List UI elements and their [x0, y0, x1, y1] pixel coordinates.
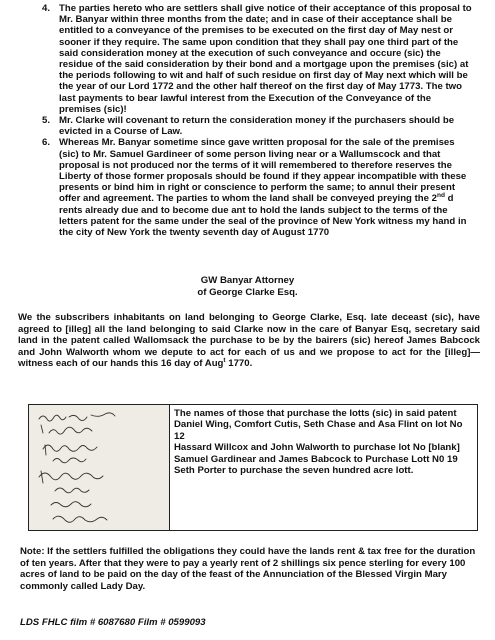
ordinal-suffix: nd — [436, 192, 445, 200]
handwritten-signatures-image — [29, 405, 170, 530]
note-paragraph: Note: If the settlers fulfilled the obligations they could have the lands rent & tax free for the duration of ten years. After that they were to pay a yearly rent of 2 shillings six pence sterling for every 100 acres of land to be paid on the day of the feast of the Annunciation of the Blessed Virgin Mary commonly called Lady Day. — [20, 546, 476, 592]
purchasers-line: Samuel Gardinear and James Babcock to Purchase Lott N0 19 — [174, 453, 458, 465]
clause-text-end: d rents already due and to become due ant to hold the lands subject to the terms of the letters patent for the same under the seal of the province of New York witness my hand in the city of New York the twenty seventh day of August 1770 — [59, 193, 467, 239]
subscribers-text-start: We the subscribers inhabitants on land belonging to George Clarke, Esq. late deceast (sic), have agreed to [illeg] all the land belonging to said Clarke now in the care of Banyar Esq, secretary said land in the patent called Wallomsack the purchase to be by the bairers (sic) hereof James Babcock and John Walworth whom we depute to act for each of us and we propose to act for the [illeg]— witness each of our hands this 16 day of Aug — [18, 312, 480, 370]
film-reference: LDS FHLC film # 6087680 Film # 0599093 — [20, 617, 206, 628]
clause-6 — [0, 137, 495, 238]
purchasers-line: Hassard Willcox and John Walworth to purchase lot No [blank] — [174, 442, 460, 454]
clause-4 — [0, 3, 495, 115]
clause-number: 5. — [42, 115, 51, 127]
signature-name: GW Banyar Attorney — [200, 275, 295, 286]
clause-5 — [0, 115, 495, 137]
subscribers-text-end: 1770. — [225, 358, 253, 370]
clause-text: The parties hereto who are settlers shall give notice of their acceptance of this proposal to Mr. Banyar within three months from the date; and in case of their acceptance shall be entitled to a conveyance of the premises to be executed on the first day of May nest or sooner if they require. The same upon condition that they shall pay one third part of the said consideration money at the execution of such conveyance and occure (sic) the residue of the said consideration by their bond and a mortgage upon the premises (sic) at the periods following to wit and half of such residue on first day of May next which will be the year of our Lord 1772 and the other half thereof on the first day of May 1773. The two last payments to bear lawful interest from the Execution of the Conveyance of the premises (sic)! — [59, 3, 472, 115]
purchasers-list — [174, 408, 472, 476]
purchasers-intro: The names of those that purchase the lotts (sic) in said patent — [174, 408, 457, 419]
purchasers-line: Daniel Wing, Comfort Cutis, Seth Chase and Asa Flint on lot No 12 — [174, 419, 463, 442]
month-suffix: t — [223, 357, 226, 365]
clause-text: Mr. Clarke will covenant to return the consideration money if the purchasers should be evicted in a Course of Law. — [59, 115, 455, 138]
clause-text-start: Whereas Mr. Banyar sometime since gave written proposal for the sale of the premises (sic) to Mr. Samuel Gardineer of some person living near or a Wallumscock and that proposal is not produced nor the terms of it will remembered to therefore reserves the Liberty of those former proposals should be found if they appear incompatible with these presents or bind him in right or conscience to perform the same; to annul their present offer and agreement. The parties to whom the land shall be conveyed preying the 2 — [59, 137, 467, 205]
signature-title: of George Clarke Esq. — [197, 287, 298, 298]
clause-number: 4. — [42, 3, 51, 14]
purchasers-box — [28, 404, 478, 531]
subscribers-paragraph — [18, 312, 480, 370]
clause-number: 6. — [42, 137, 51, 149]
purchasers-line: Seth Porter to purchase the seven hundred acre lott. — [174, 465, 414, 477]
clause-list — [0, 3, 495, 238]
